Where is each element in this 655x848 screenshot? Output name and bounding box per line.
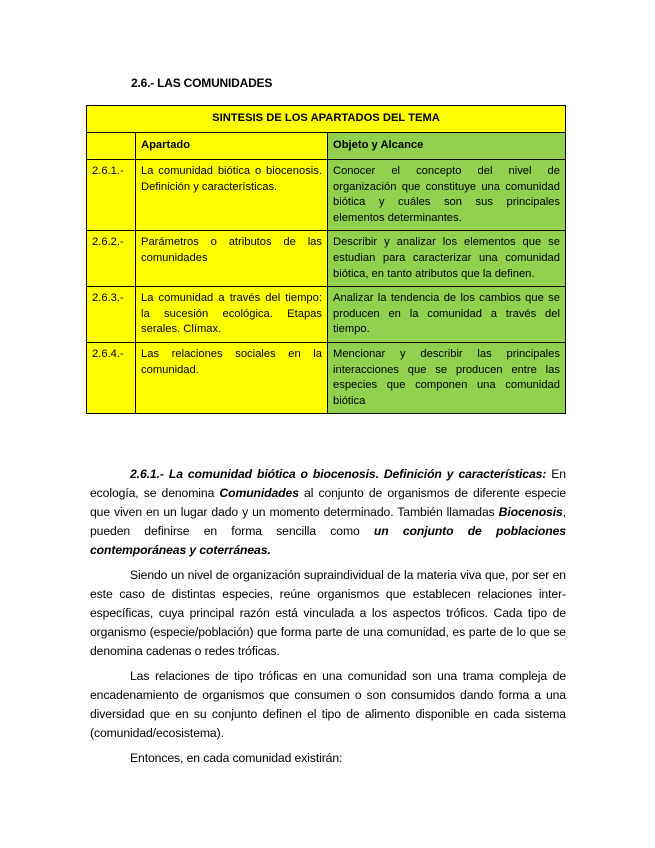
section-heading: 2.6.- LAS COMUNIDADES — [131, 76, 273, 90]
emphasis-definition: un conjunto de poblaciones contemporáneas y coterráneas. — [90, 524, 566, 557]
table-row — [87, 231, 566, 287]
subsection-title: 2.6.1.- La comunidad biótica o biocenosis. Definición y características: — [130, 467, 547, 481]
paragraph-conclusion: Entonces, en cada comunidad existirán: — [130, 751, 343, 765]
text: al conjunto de organismos de diferente especie que viven en un lugar dado y un momento determinado. También llamadas — [90, 486, 566, 519]
table-header-row — [87, 133, 566, 160]
row-apartado: La comunidad biótica o biocenosis. Definición y características. — [136, 160, 328, 231]
synthesis-table — [86, 105, 566, 414]
row-objeto: Mencionar y describir las principales interacciones que se producen entre las especies que componen una comunidad biótica — [328, 342, 566, 413]
header-objeto: Objeto y Alcance — [328, 133, 566, 160]
header-apartado: Apartado — [136, 133, 328, 160]
row-number: 2.6.2.- — [87, 231, 136, 287]
table-row — [87, 160, 566, 231]
row-apartado: La comunidad a través del tiempo: la sucesión ecológica. Etapas serales. Clímax. — [136, 287, 328, 343]
row-number: 2.6.4.- — [87, 342, 136, 413]
table-title-row — [87, 106, 566, 133]
row-objeto: Conocer el concepto del nivel de organización que constituye una comunidad biótica y cuáles son sus principales elementos determinantes. — [328, 160, 566, 231]
text: , pueden definirse en forma sencilla como — [90, 505, 566, 538]
row-apartado: Las relaciones sociales en la comunidad. — [136, 342, 328, 413]
row-apartado: Parámetros o atributos de las comunidades — [136, 231, 328, 287]
row-number: 2.6.3.- — [87, 287, 136, 343]
table-title: SINTESIS DE LOS APARTADOS DEL TEMA — [87, 106, 566, 133]
paragraph-definition — [90, 465, 566, 560]
paragraph-trophic: Las relaciones de tipo tróficas en una comunidad son una trama compleja de encadenamiento de organismos que consumen o son consumidos dando forma a una diversidad que en su conjunto definen el tipo de alimento disponible en cada sistema (comunidad/ecosistema). — [90, 669, 566, 740]
table-row — [87, 287, 566, 343]
row-objeto: Describir y analizar los elementos que se estudian para caracterizar una comunidad biótica, en tanto atributos que la definen. — [328, 231, 566, 287]
row-objeto: Analizar la tendencia de los cambios que se producen en la comunidad a través del tiempo. — [328, 287, 566, 343]
emphasis-term: Comunidades — [219, 486, 299, 500]
paragraph-organization: Siendo un nivel de organización supraindividual de la materia viva que, por ser en este caso de distintas especies, reúne organismos que establecen relaciones inter-específicas, cuya principal razón está vinculada a los aspectos tróficos. Cada tipo de organismo (especie/población) que forma parte de una comunidad, es parte de lo que se denomina cadenas o redes tróficas. — [90, 568, 566, 658]
header-empty-cell — [87, 133, 136, 160]
table-row — [87, 342, 566, 413]
row-number: 2.6.1.- — [87, 160, 136, 231]
emphasis-term: Biocenosis — [498, 505, 563, 519]
text: En ecología, se denomina — [90, 467, 566, 500]
